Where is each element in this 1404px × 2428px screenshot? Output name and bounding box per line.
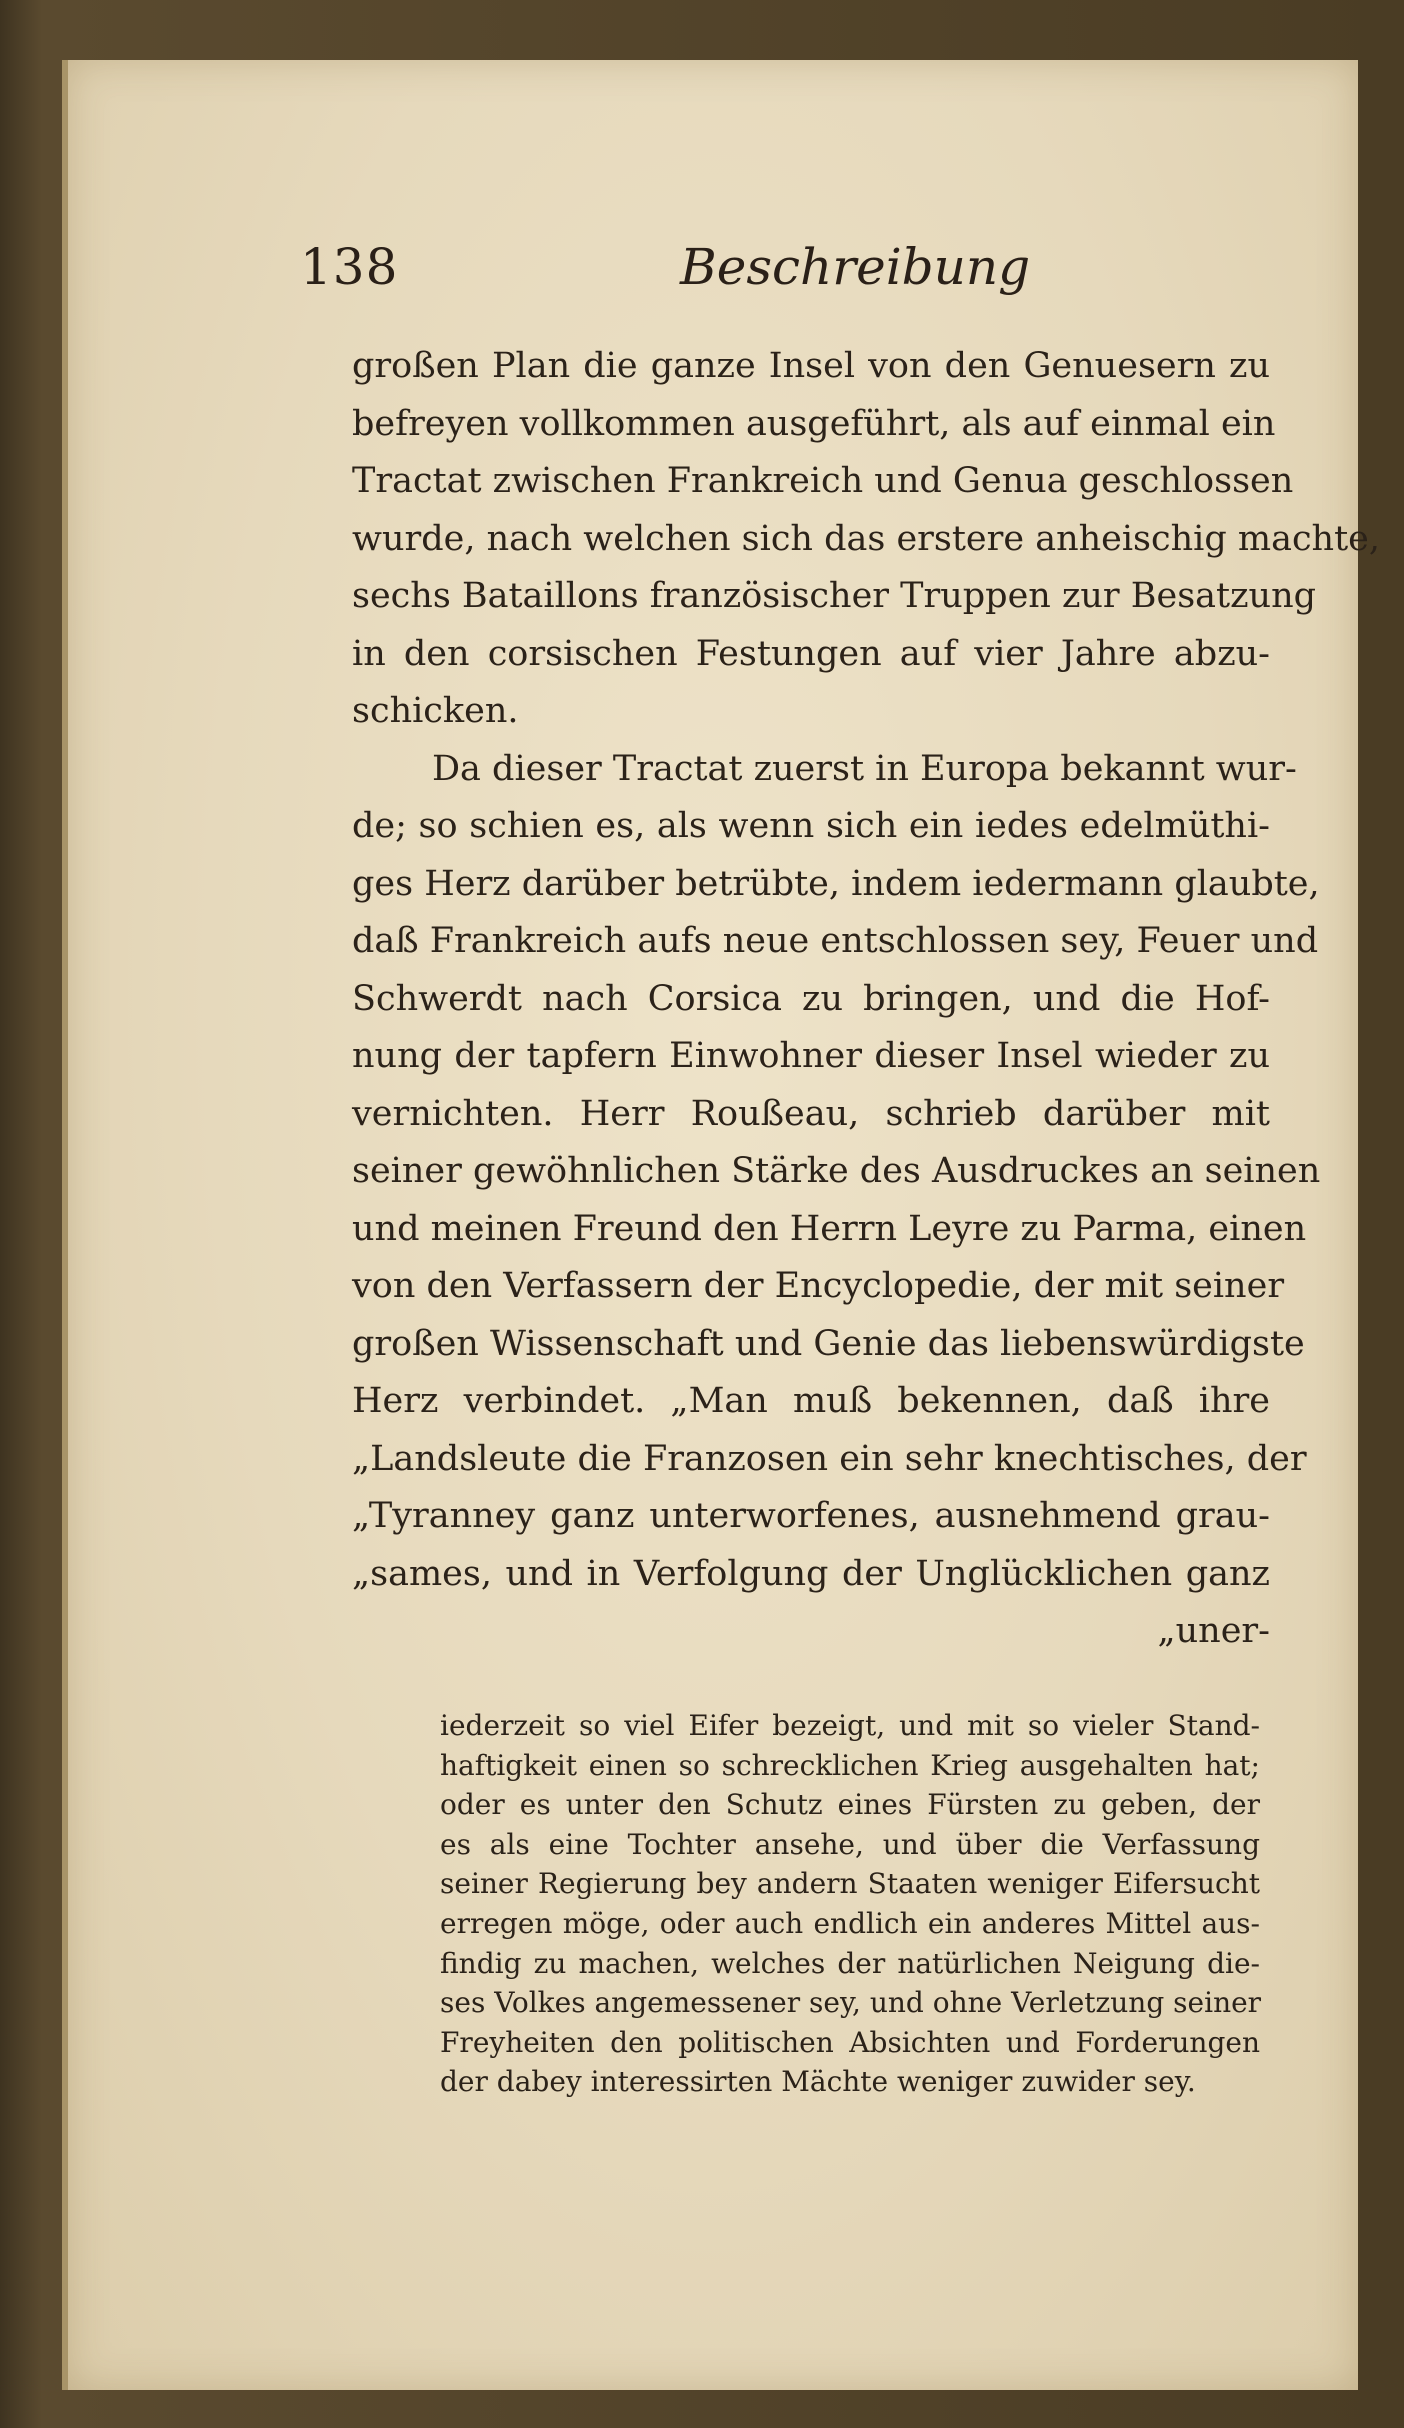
text-line: „Landsleute die Franzosen ein sehr knechtisches, der — [352, 1438, 1307, 1479]
catchword: „uner- — [1157, 1611, 1270, 1651]
text-line: „sames, und in Verfolgung der Unglücklichen ganz — [352, 1553, 1270, 1594]
footnote-line: erregen möge, oder auch endlich ein anderes Mittel aus- — [440, 1906, 1260, 1940]
text-line: und meinen Freund den Herrn Leyre zu Parma, einen — [352, 1208, 1307, 1249]
text-line: in den corsischen Festungen auf vier Jahre abzu- — [352, 633, 1270, 674]
text-line: wurde, nach welchen sich das erstere anheischig machte, — [352, 518, 1380, 559]
text-line: Tractat zwischen Frankreich und Genua geschlossen — [352, 461, 1294, 501]
text-line: „Tyranney ganz unterworfenes, ausnehmend grau- — [352, 1496, 1270, 1536]
text-line: Schwerdt nach Corsica zu bringen, und die Hof- — [352, 978, 1270, 1019]
footnote-line: es als eine Tochter ansehe, und über die Verfassung — [440, 1827, 1260, 1861]
page-header — [300, 238, 1031, 308]
footnote-line: oder es unter den Schutz eines Fürsten zu geben, der — [440, 1788, 1260, 1822]
footnote-line: iederzeit so viel Eifer bezeigt, und mit so vieler Stand- — [440, 1709, 1260, 1742]
main-text-block — [352, 338, 1380, 1661]
text-line: Da dieser Tractat zuerst in Europa bekannt wur- — [432, 748, 1297, 789]
text-line: daß Frankreich aufs neue entschlossen sey, Feuer und — [352, 921, 1319, 961]
text-line: schicken. — [352, 691, 519, 731]
text-line: ges Herz darüber betrübte, indem iedermann glaubte, — [352, 863, 1320, 904]
footnote-line: der dabey interessirten Mächte weniger zuwider sey. — [440, 2065, 1196, 2099]
footnote-block — [440, 1706, 1260, 2102]
text-line: seiner gewöhnlichen Stärke des Ausdruckes an seinen — [352, 1151, 1321, 1191]
text-line: befreyen vollkommen ausgeführt, als auf einmal ein — [352, 403, 1276, 444]
text-line: nung der tapfern Einwohner dieser Insel wieder zu — [352, 1036, 1270, 1076]
text-line: vernichten. Herr Roußeau, schrieb darüber mit — [352, 1093, 1270, 1134]
footnote-line: haftigkeit einen so schrecklichen Krieg ausgehalten hat; — [440, 1748, 1260, 1782]
page-number: 138 — [300, 238, 399, 296]
footnote-line: Freyheiten den politischen Absichten und Forderungen — [440, 2025, 1260, 2059]
text-line: großen Wissenschaft und Genie das liebenswürdigste — [352, 1323, 1305, 1364]
footnote-line: findig zu machen, welches der natürlichen Neigung die- — [440, 1946, 1260, 1980]
text-line: de; so schien es, als wenn sich ein iedes edelmüthi- — [352, 806, 1270, 846]
text-line: sechs Bataillons französischer Truppen zur Besatzung — [352, 576, 1317, 616]
text-line: von den Verfassern der Encyclopedie, der mit seiner — [352, 1266, 1285, 1306]
text-line: großen Plan die ganze Insel von den Genuesern zu — [352, 346, 1270, 386]
text-line: Herz verbindet. „Man muß bekennen, daß ihre — [352, 1381, 1270, 1421]
running-title: Beschreibung — [680, 238, 1031, 296]
footnote-line: ses Volkes angemessener sey, und ohne Verletzung seiner — [440, 1986, 1262, 2020]
footnote-line: seiner Regierung bey andern Staaten weniger Eifersucht — [440, 1867, 1260, 1901]
